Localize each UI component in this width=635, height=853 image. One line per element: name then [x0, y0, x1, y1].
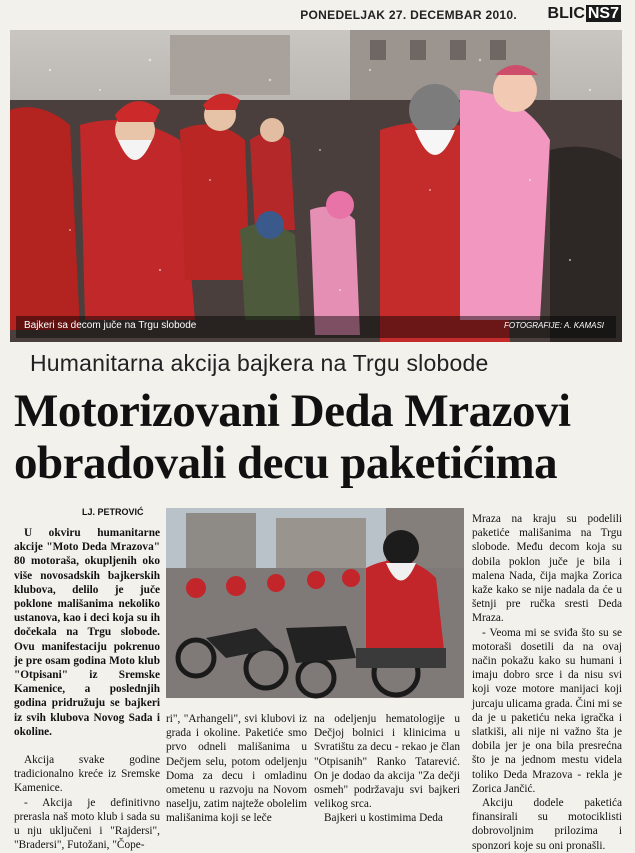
article-paragraph: Akcija svake godine tradicionalno kreće iz Sremske Kamenice. [14, 754, 160, 795]
article-column-2 [166, 712, 307, 826]
article-paragraph: Akciju dodele paketića finansirali su motociklisti dobrovoljnim prilozima i sponzori koje su oni pronašli. [472, 797, 622, 852]
article-paragraph: Mraza na kraju su podelili paketiće mališanima na Trgu slobode. Među decom koja su dobila poklon juče je bila i malena Nada, čija majka Zorica kaže kako se nije nadala da će u šetnji pre ručka sresti Deda Mraza. [472, 513, 622, 625]
main-photo-illustration [10, 30, 622, 342]
article-column-4 [472, 512, 622, 853]
issue-date: PONEDELJAK 27. DECEMBAR 2010. [300, 8, 517, 22]
photo-credit: FOTOGRAFIJE: A. KAMASI [503, 321, 604, 330]
photo-caption-bar [16, 316, 616, 338]
logo-blic-text: BLIC [547, 5, 585, 22]
article-paragraph: - Akcija je definitivno prerasla naš moto klub i sada su u nju uključeni i "Rajdersi", "Bradersi", Futožani, "Čope- [14, 796, 160, 852]
article-byline: LJ. PETROVIĆ [82, 507, 144, 517]
headline-line-1: Motorizovani Deda Mrazovi [14, 385, 571, 437]
bikers-photo-illustration [166, 508, 464, 698]
article-paragraph: - Veoma mi se sviđa što su se motoraši dosetili da na ovaj način pokažu kako su humani i imaju dobro srce i da nisu svi koji voze motore manijaci koji jurcaju ulicama grada. Čini mi se da je u paketiću neka igračka i slatkiši, ali nije ni važno šta je dobila jer je ona bila presrećna što je na jednom mestu videla toliko Deda Mrazova - rekla je Zorica Jančić. [472, 626, 622, 795]
article-lead-paragraph: U okviru humanitarne akcije "Moto Deda Mrazova" 80 motoraša, okupljenih oko više novosadskih bajkerskih klubova, delilo je juče poklone mališanima nekoliko ustanova, kao i deci koja su ih dočekala na Trgu slobode. Ovu manifestaciju pokrenuo je pre osam godina Moto klub "Otpisani" iz Sremske Kamenice, a poslednjih godina pridružuju se bajkeri iz svih klubova Novog Sada i okoline. [14, 527, 160, 738]
logo-ns-text: NS7 [587, 5, 619, 22]
photo-caption: Bajkeri sa decom juče na Trgu slobode [24, 320, 197, 331]
article-paragraph: Bajkeri u kostimima Deda [324, 812, 443, 825]
newspaper-logo [548, 5, 621, 23]
bikers-photo [166, 508, 464, 698]
article-column-3 [314, 712, 460, 826]
article-paragraph: ri", "Arhangeli", svi klubovi iz grada i okoline. Paketiće smo prvo odneli mališanima u Dečjem selu, potom odeljenju Doma za decu i omladinu ometenu u razvoju na Novom naselju, zatim najteže obolelim mališanima koji se leče [166, 713, 307, 825]
article-column-1 [14, 526, 160, 852]
headline-line-2: obradovali decu paketićima [14, 437, 558, 489]
main-photo [10, 30, 622, 342]
article-kicker: Humanitarna akcija bajkera na Trgu slobode [30, 350, 489, 376]
article-paragraph: na odeljenju hematologije u Dečjoj bolnici i klinicima u Svratištu za decu - rekao je član "Otpisanih" Ranko Tatarević. On je dodao da akcija "Za dečji osmeh" podržavaju svi bajkeri velikog srca. [314, 713, 460, 811]
page-header [0, 0, 635, 30]
article-headline [14, 385, 624, 489]
